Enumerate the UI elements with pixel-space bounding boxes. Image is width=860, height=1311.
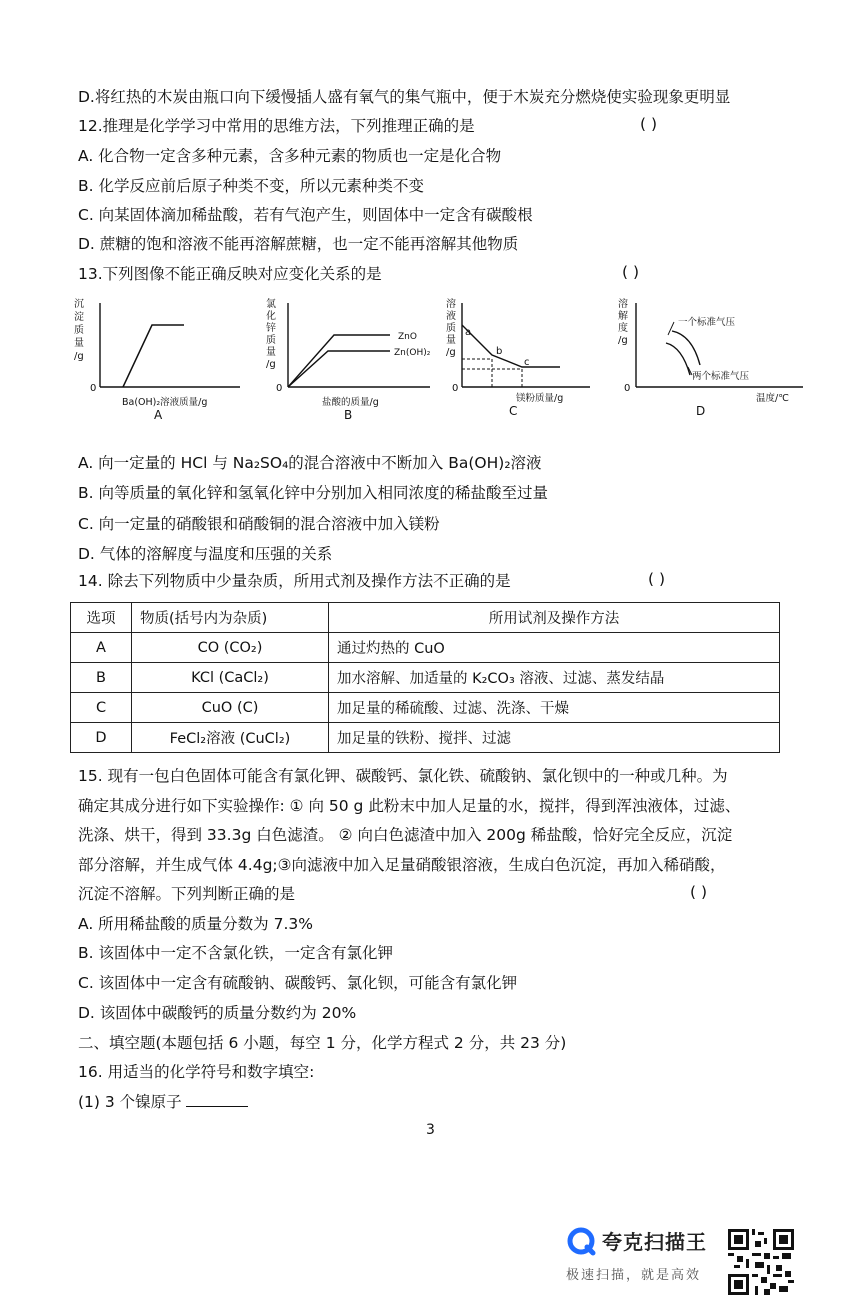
table-cell-substance: KCl (CaCl₂) [132,663,329,693]
page-number: 3 [426,1122,435,1138]
graph-a-ylabel-4: 量 [74,338,84,349]
qr-code-icon [728,1229,794,1295]
graph-c-point-b: b [496,346,503,357]
graph-a-letter: A [154,408,163,422]
graph-b-ylabel-6: /g [266,359,276,370]
graph-d-ylabel-2: 解 [618,311,628,322]
q11-option-d: D.将红热的木炭由瓶口向下缓慢插人盛有氧气的集气瓶中，便于木炭充分燃烧使实验现象更明显 [78,88,731,106]
table-cell-substance: CO (CO₂) [132,633,329,663]
table-row [71,633,780,663]
q13-graphs [70,295,810,425]
q15-stem-line4: 部分溶解，并生成气体 4.4g;③向滤液中加入足量硝酸银溶液，生成白色沉淀，再加入稀硝酸， [78,856,726,874]
table-row [71,693,780,723]
q13-option-a: A. 向一定量的 HCl 与 Na₂SO₄的混合溶液中不断加入 Ba(OH)₂溶液 [78,454,542,472]
table-cell-option: A [71,633,132,663]
graph-b-ylabel-4: 质 [266,335,276,346]
graph-b-curve1-label: ZnO [398,332,417,342]
graph-a-ylabel-3: 质 [74,325,84,336]
scanner-slogan: 极速扫描，就是高效 [566,1268,702,1283]
table-cell-option: B [71,663,132,693]
q15-option-d: D. 该固体中碳酸钙的质量分数约为 20% [78,1004,357,1022]
q12-answer-paren: ( ) [640,115,658,133]
table-row [71,663,780,693]
q13-answer-paren: ( ) [622,263,640,281]
q13-stem: 13.下列图像不能正确反映对应变化关系的是 [78,265,382,283]
section-2-heading: 二、填空题(本题包括 6 小题，每空 1 分，化学方程式 2 分，共 23 分) [78,1034,567,1052]
graph-a-ylabel-1: 沉 [74,299,84,310]
graph-b-ylabel-5: 量 [266,347,276,358]
graph-a-xlabel: Ba(OH)₂溶液质量/g [122,397,208,408]
table-row [71,723,780,753]
graph-d-pointer-1 [668,322,674,335]
table-header-substance: 物质(括号内为杂质) [132,603,329,633]
graph-c-xlabel: 镁粉质量/g [516,393,564,404]
q15-stem-line1: 15. 现有一包白色固体可能含有氯化钾、碳酸钙、氯化铁、硫酸钠、氯化钡中的一种或几种。为 [78,767,728,785]
graph-b-ylabel-2: 化 [266,311,276,322]
graph-c-ylabel-3: 质 [446,323,456,334]
graph-d-curve2-label: 两个标准气压 [692,371,750,382]
q16-part1-blank[interactable] [186,1092,248,1107]
table-cell-method: 加足量的稀硫酸、过滤、洗涤、干燥 [329,693,780,723]
q15-option-a: A. 所用稀盐酸的质量分数为 7.3% [78,915,313,933]
table-cell-substance: CuO (C) [132,693,329,723]
q12-stem: 12.推理是化学学习中常用的思维方法，下列推理正确的是 [78,117,475,135]
graph-c-curve [462,325,560,367]
graph-c [442,295,622,423]
q16-part1 [78,1091,248,1113]
q12-option-b: B. 化学反应前后原子种类不变，所以元素种类不变 [78,177,424,195]
graph-d-letter: D [696,404,706,418]
graph-a-ylabel-5: /g [74,351,84,362]
table-cell-method: 加足量的铁粉、搅拌、过滤 [329,723,780,753]
q14-stem: 14. 除去下列物质中少量杂质，所用式剂及操作方法不正确的是 [78,572,511,590]
graph-a [70,295,250,423]
graph-d-ylabel-1: 溶 [618,299,628,310]
table-cell-substance: FeCl₂溶液 (CuCl₂) [132,723,329,753]
q13-option-c: C. 向一定量的硝酸银和硝酸铜的混合溶液中加入镁粉 [78,515,440,533]
graph-b-origin: 0 [276,383,283,394]
scanner-logo-icon [566,1226,596,1256]
graph-b-ylabel-1: 氯 [266,299,276,310]
q15-stem-line5: 沉淀不溶解。下列判断正确的是 [78,885,296,903]
graph-a-origin: 0 [90,383,97,394]
q12-option-c: C. 向某固体滴加稀盐酸，若有气泡产生，则固体中一定含有碳酸根 [78,206,533,224]
graph-c-origin: 0 [452,383,459,394]
graph-b-curve-zno [288,335,390,387]
q14-answer-paren: ( ) [648,570,666,588]
q15-answer-paren: ( ) [690,883,708,901]
scanner-title: 夸克扫描王 [602,1230,707,1254]
q12-option-a: A. 化合物一定含多种元素，含多种元素的物质也一定是化合物 [78,147,502,165]
q16-part1-label: (1) 3 个镍原子 [78,1093,182,1111]
q15-stem-line2: 确定其成分进行如下实验操作: ① 向 50 g 此粉末中加人足量的水，搅拌，得到浑浊液体，过滤、 [78,797,741,815]
graph-d-curve1-label: 一个标准气压 [678,317,736,328]
table-cell-option: D [71,723,132,753]
graph-b-ylabel-3: 锌 [266,323,276,334]
graph-c-ylabel-1: 溶 [446,299,456,310]
q15-option-c: C. 该固体中一定含有硫酸钠、碳酸钙、氯化钡，可能含有氯化钾 [78,974,518,992]
q15-stem-line3: 洗涤、烘干，得到 33.3g 白色滤渣。 ② 向白色滤渣中加入 200g 稀盐酸，恰好完全反应，沉淀 [78,826,733,844]
graph-b-letter: B [344,408,353,422]
graph-d-ylabel-4: /g [618,335,628,346]
graph-b-curve2-label: Zn(OH)₂ [394,348,431,358]
graph-d-xlabel: 温度/℃ [756,393,789,404]
graph-b [260,295,440,423]
q16-stem: 16. 用适当的化学符号和数字填空: [78,1063,315,1081]
table-cell-method: 加水溶解、加适量的 K₂CO₃ 溶液、过滤、蒸发结晶 [329,663,780,693]
q15-option-b: B. 该固体中一定不含氯化铁，一定含有氯化钾 [78,944,393,962]
q13-option-d: D. 气体的溶解度与温度和压强的关系 [78,545,333,563]
graph-b-xlabel: 盐酸的质量/g [322,397,379,408]
table-cell-option: C [71,693,132,723]
table-cell-method: 通过灼热的 CuO [329,633,780,663]
graph-c-ylabel-4: 量 [446,335,456,346]
graph-d-origin: 0 [624,383,631,394]
graph-c-ylabel-5: /g [446,347,456,358]
graph-d [608,295,810,423]
graph-a-curve [123,325,184,387]
table-header-row [71,603,780,633]
graph-a-ylabel-2: 淀 [74,312,84,323]
q12-option-d: D. 蔗糖的饱和溶液不能再溶解蔗糖，也一定不能再溶解其他物质 [78,235,519,253]
graph-c-letter: C [509,404,518,418]
graph-c-point-c: c [524,357,530,368]
q13-option-b: B. 向等质量的氧化锌和氢氧化锌中分别加入相同浓度的稀盐酸至过量 [78,484,548,502]
graph-c-ylabel-2: 液 [446,311,456,322]
graph-d-curve-1atm [666,343,690,375]
graph-c-point-a: a [465,327,472,338]
table-header-method: 所用试剂及操作方法 [329,603,780,633]
table-header-option: 选项 [71,603,132,633]
q14-table [70,602,780,753]
graph-d-ylabel-3: 度 [618,323,628,334]
